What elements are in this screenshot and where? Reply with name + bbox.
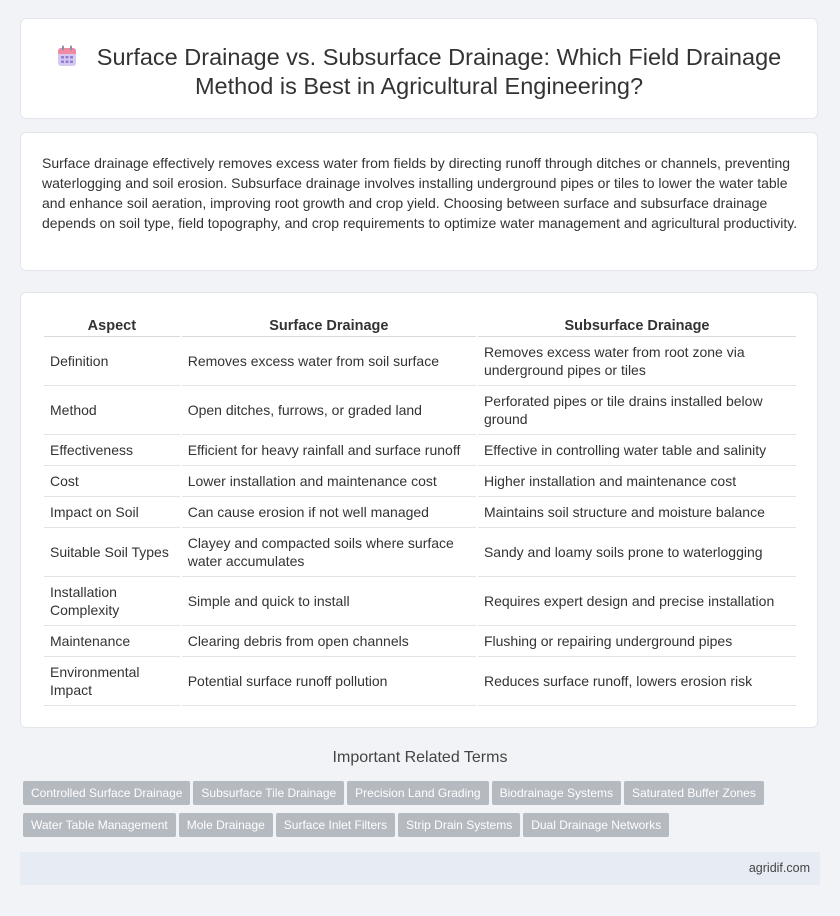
cell-subsurface: Maintains soil structure and moisture balance <box>478 497 796 528</box>
cell-aspect: Suitable Soil Types <box>44 528 180 577</box>
table-header-row <box>44 315 796 337</box>
related-term-tag[interactable]: Subsurface Tile Drainage <box>193 781 344 805</box>
cell-subsurface: Reduces surface runoff, lowers erosion risk <box>478 657 796 706</box>
cell-aspect: Method <box>44 386 180 435</box>
cell-surface: Lower installation and maintenance cost <box>182 466 476 497</box>
cell-subsurface: Flushing or repairing underground pipes <box>478 626 796 657</box>
cell-surface: Clayey and compacted soils where surface water accumulates <box>182 528 476 577</box>
intro-text: Surface drainage effectively removes excess water from fields by directing runoff through ditches or channels, preventing waterlogging and soil erosion. Subsurface drainage involves installing underground pipes or tiles to lower the water table and enhance soil aeration, improving root growth and crop yield. Choosing between surface and subsurface drainage depends on soil type, field topography, and crop requirements to optimize water management and agricultural productivity. <box>42 155 798 231</box>
cell-subsurface: Sandy and loamy soils prone to waterlogging <box>478 528 796 577</box>
related-term-tag[interactable]: Mole Drainage <box>179 813 273 837</box>
header-subsurface: Subsurface Drainage <box>478 315 796 337</box>
intro-card <box>20 132 818 271</box>
table-row <box>44 466 796 497</box>
table-row <box>44 528 796 577</box>
table-row <box>44 337 796 386</box>
table-row <box>44 577 796 626</box>
cell-aspect: Impact on Soil <box>44 497 180 528</box>
comparison-table <box>42 315 798 706</box>
header-surface: Surface Drainage <box>182 315 476 337</box>
cell-subsurface: Higher installation and maintenance cost <box>478 466 796 497</box>
table-row <box>44 657 796 706</box>
calendar-icon <box>57 45 77 67</box>
footer-site-link[interactable]: agridif.com <box>748 861 810 875</box>
related-term-tag[interactable]: Dual Drainage Networks <box>523 813 669 837</box>
page-title <box>21 43 817 101</box>
cell-surface: Simple and quick to install <box>182 577 476 626</box>
cell-aspect: Installation Complexity <box>44 577 180 626</box>
cell-subsurface: Requires expert design and precise installation <box>478 577 796 626</box>
related-term-tag[interactable]: Controlled Surface Drainage <box>23 781 190 805</box>
title-line-1: Surface Drainage vs. Subsurface Drainage: Which Field Drainage <box>96 44 782 70</box>
cell-surface: Potential surface runoff pollution <box>182 657 476 706</box>
related-term-tag[interactable]: Surface Inlet Filters <box>276 813 395 837</box>
cell-surface: Removes excess water from soil surface <box>182 337 476 386</box>
title-card <box>20 18 818 119</box>
table-row <box>44 386 796 435</box>
cell-subsurface: Effective in controlling water table and salinity <box>478 435 796 466</box>
cell-aspect: Cost <box>44 466 180 497</box>
related-terms-heading: Important Related Terms <box>332 749 508 766</box>
related-term-tag[interactable]: Water Table Management <box>23 813 176 837</box>
cell-surface: Can cause erosion if not well managed <box>182 497 476 528</box>
related-term-tag[interactable]: Strip Drain Systems <box>398 813 520 837</box>
related-term-tag[interactable]: Saturated Buffer Zones <box>624 781 764 805</box>
comparison-card <box>20 292 818 728</box>
related-term-tag[interactable]: Biodrainage Systems <box>492 781 621 805</box>
cell-surface: Efficient for heavy rainfall and surface runoff <box>182 435 476 466</box>
cell-aspect: Environmental Impact <box>44 657 180 706</box>
cell-surface: Clearing debris from open channels <box>182 626 476 657</box>
cell-surface: Open ditches, furrows, or graded land <box>182 386 476 435</box>
header-aspect: Aspect <box>44 315 180 337</box>
table-row <box>44 497 796 528</box>
related-term-tag[interactable]: Precision Land Grading <box>347 781 488 805</box>
footer <box>20 852 820 885</box>
cell-subsurface: Removes excess water from root zone via underground pipes or tiles <box>478 337 796 386</box>
table-row <box>44 435 796 466</box>
title-line-2: Method is Best in Agricultural Engineering? <box>194 73 644 99</box>
cell-subsurface: Perforated pipes or tile drains installed below ground <box>478 386 796 435</box>
cell-aspect: Definition <box>44 337 180 386</box>
cell-aspect: Maintenance <box>44 626 180 657</box>
related-terms-row-2 <box>23 813 813 837</box>
cell-aspect: Effectiveness <box>44 435 180 466</box>
table-row <box>44 626 796 657</box>
related-terms-row-1 <box>23 781 813 805</box>
